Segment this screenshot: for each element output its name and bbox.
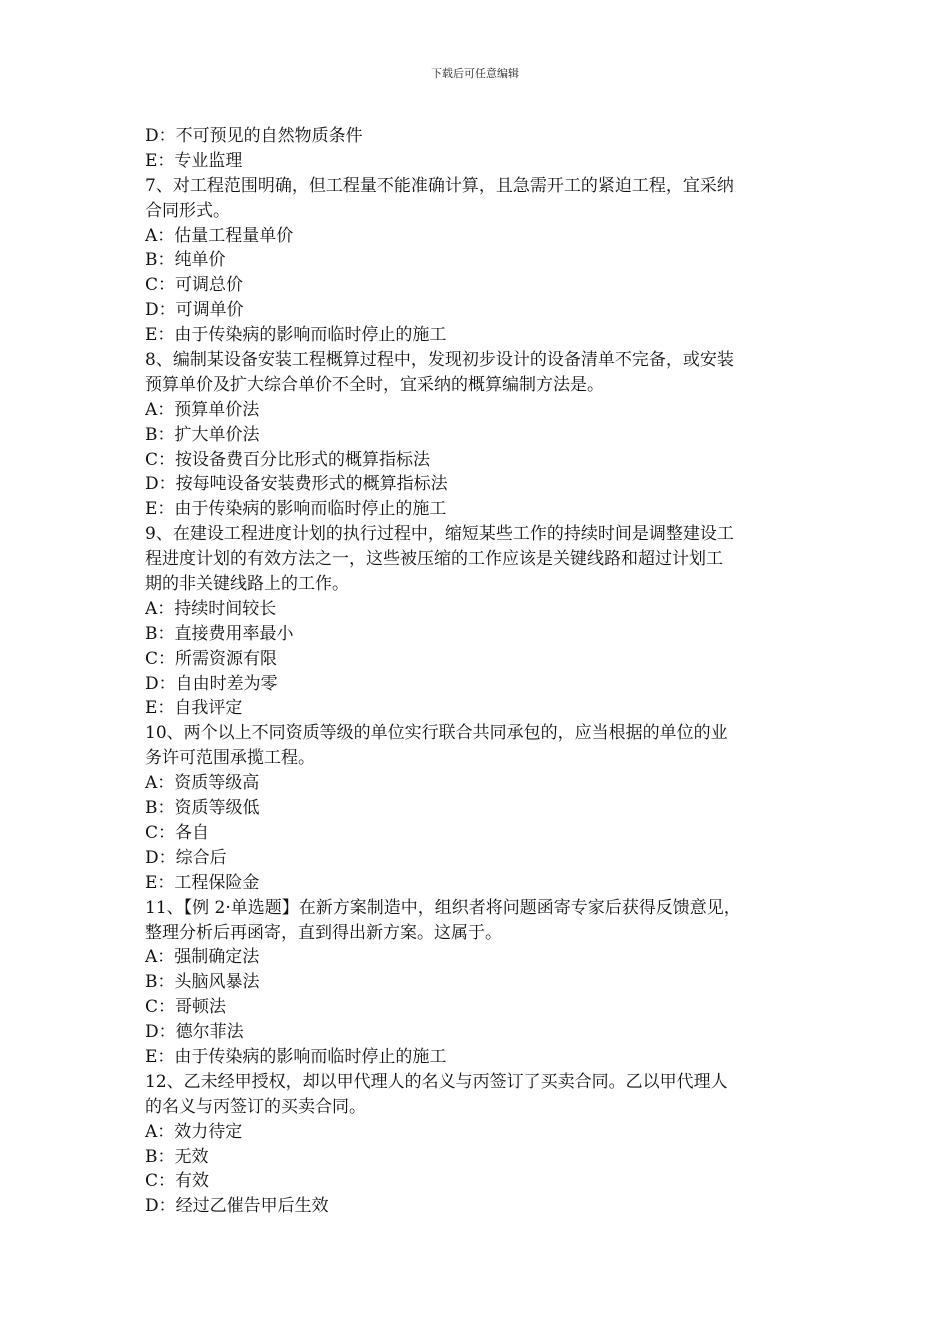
- text-line: B：头脑风暴法: [145, 972, 260, 993]
- text-line: D：自由时差为零: [145, 673, 278, 694]
- text-line: 务许可范围承揽工程。: [145, 748, 315, 769]
- text-line: 7、对工程范围明确，但工程量不能准确计算，且急需开工的紧迫工程，宜采纳: [145, 175, 734, 196]
- text-line: 8、编制某设备安装工程概算过程中，发现初步设计的设备清单不完备，或安装: [145, 350, 734, 371]
- text-line: 10、两个以上不同资质等级的单位实行联合共同承包的，应当根据的单位的业: [145, 723, 728, 744]
- text-line: 程进度计划的有效方法之一，这些被压缩的工作应该是关键线路和超过计划工: [145, 549, 723, 570]
- text-line: B：直接费用率最小: [145, 623, 294, 644]
- text-line: 12、乙未经甲授权，却以甲代理人的名义与丙签订了买卖合同。乙以甲代理人: [145, 1071, 728, 1092]
- text-line: B：扩大单价法: [145, 424, 260, 445]
- text-line: B：无效: [145, 1146, 209, 1167]
- text-line: B：资质等级低: [145, 798, 260, 819]
- text-line: 11、【例 2·单选题】在新方案制造中，组织者将问题函寄专家后获得反馈意见，: [145, 897, 741, 918]
- text-line: A：效力待定: [145, 1121, 243, 1142]
- document-body: [145, 124, 810, 1219]
- text-line: E：由于传染病的影响而临时停止的施工: [145, 1046, 447, 1067]
- text-line: A：持续时间较长: [145, 598, 277, 619]
- text-line: C：有效: [145, 1171, 210, 1192]
- text-line: E：由于传染病的影响而临时停止的施工: [145, 325, 447, 346]
- text-line: C：所需资源有限: [145, 648, 278, 669]
- text-line: D：德尔菲法: [145, 1022, 244, 1043]
- text-line: 9、在建设工程进度计划的执行过程中，缩短某些工作的持续时间是调整建设工: [145, 524, 734, 545]
- text-line: A：预算单价法: [145, 399, 260, 420]
- text-line: 的名义与丙签订的买卖合同。: [145, 1096, 366, 1117]
- text-line: 期的非关键线路上的工作。: [145, 574, 349, 595]
- text-line: C：可调总价: [145, 275, 244, 296]
- text-line: 整理分析后再函寄，直到得出新方案。这属于。: [145, 922, 502, 943]
- text-line: A：资质等级高: [145, 773, 260, 794]
- text-line: E：自我评定: [145, 698, 243, 719]
- text-line: B：纯单价: [145, 250, 226, 271]
- text-line: D：经过乙催告甲后生效: [145, 1196, 329, 1217]
- text-line: D：按每吨设备安装费形式的概算指标法: [145, 474, 448, 495]
- text-line: D：可调单价: [145, 300, 244, 321]
- text-line: A：估量工程量单价: [145, 225, 294, 246]
- text-line: C：按设备费百分比形式的概算指标法: [145, 449, 431, 470]
- page-header: 下载后可任意编辑: [431, 67, 519, 80]
- text-line: A：强制确定法: [145, 947, 260, 968]
- text-line: D：不可预见的自然物质条件: [145, 126, 363, 146]
- text-line: 合同形式。: [145, 200, 230, 221]
- text-line: C：哥顿法: [145, 997, 227, 1018]
- text-line: 预算单价及扩大综合单价不全时，宜采纳的概算编制方法是。: [145, 374, 604, 395]
- text-line: E：工程保险金: [145, 872, 260, 893]
- text-line: E：专业监理: [145, 150, 243, 171]
- text-line: E：由于传染病的影响而临时停止的施工: [145, 499, 447, 520]
- text-line: D：综合后: [145, 847, 227, 868]
- text-line: C：各自: [145, 822, 210, 843]
